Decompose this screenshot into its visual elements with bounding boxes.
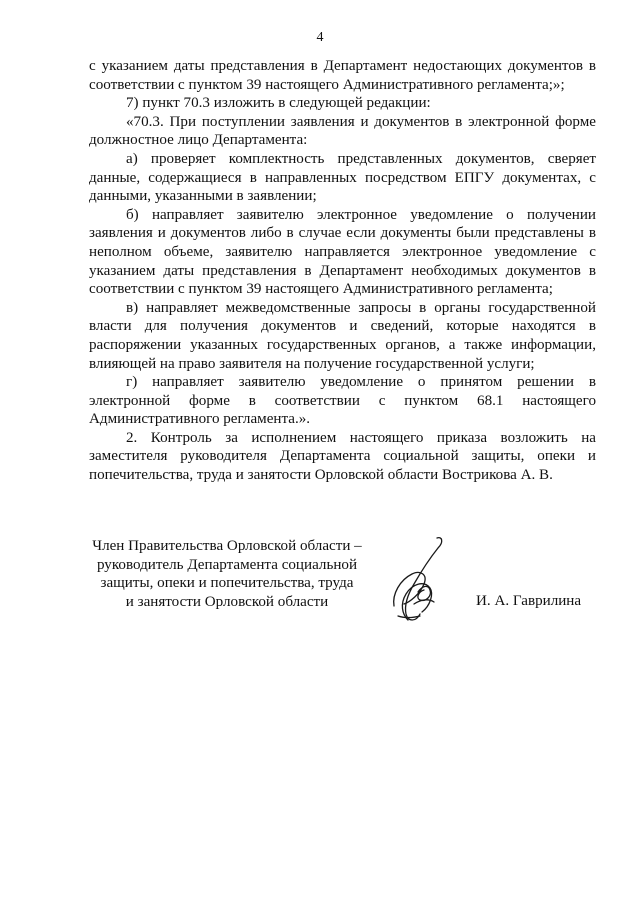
signer-name: И. А. Гаврилина [476, 593, 582, 609]
position-line: защиты, опеки и попечительства, труда [100, 575, 354, 592]
signatory-position [82, 537, 372, 611]
document-body [89, 57, 596, 485]
position-line: Член Правительства Орловской области – [92, 538, 362, 554]
paragraph-subitem-b: б) направляет заявителю электронное уведомление о получении заявления и документов либо в случае если документы были представлены в неполном объеме, заявителю направляется электронное уведомление с указанием даты представления в Департамент необходимых документов в соответствии с пунктом 39 настоящего Административного регламента; [89, 206, 596, 298]
paragraph-70-3: «70.3. При поступлении заявления и документов в электронной форме должностное лицо Департамента: [89, 113, 596, 149]
paragraph-continuation: с указанием даты представления в Департамент недостающих документов в соответствии с пунктом 39 настоящего Административного регламента;»; [89, 58, 596, 93]
paragraph-control: 2. Контроль за исполнением настоящего приказа возложить на заместителя руководителя Департамента социальной защиты, опеки и попечительства, труда и занятости Орловской области Вострикова А. В. [89, 429, 596, 484]
page-number: 4 [316, 30, 324, 45]
paragraph-subitem-v: в) направляет межведомственные запросы в органы государственной власти для получения документов и сведений, которые находятся в распоряжении указанных государственных органов, а также информации, влияющей на право заявителя на получение государственной услуги; [89, 299, 596, 372]
paragraph-subitem-a: а) проверяет комплектность представленных документов, сверяет данные, содержащиеся в направленных посредством ЕПГУ документах, с данными, указанными в заявлении; [89, 150, 596, 205]
handwritten-signature-icon [384, 534, 454, 626]
paragraph-item-7: 7) пункт 70.3 изложить в следующей редакции: [126, 95, 431, 112]
position-line: и занятости Орловской области [125, 593, 329, 610]
position-line: руководитель Департамента социальной [96, 556, 358, 573]
paragraph-subitem-g: г) направляет заявителю уведомление о принятом решении в электронной форме в соответствии с пунктом 68.1 настоящего Административного регламента.». [89, 374, 596, 428]
